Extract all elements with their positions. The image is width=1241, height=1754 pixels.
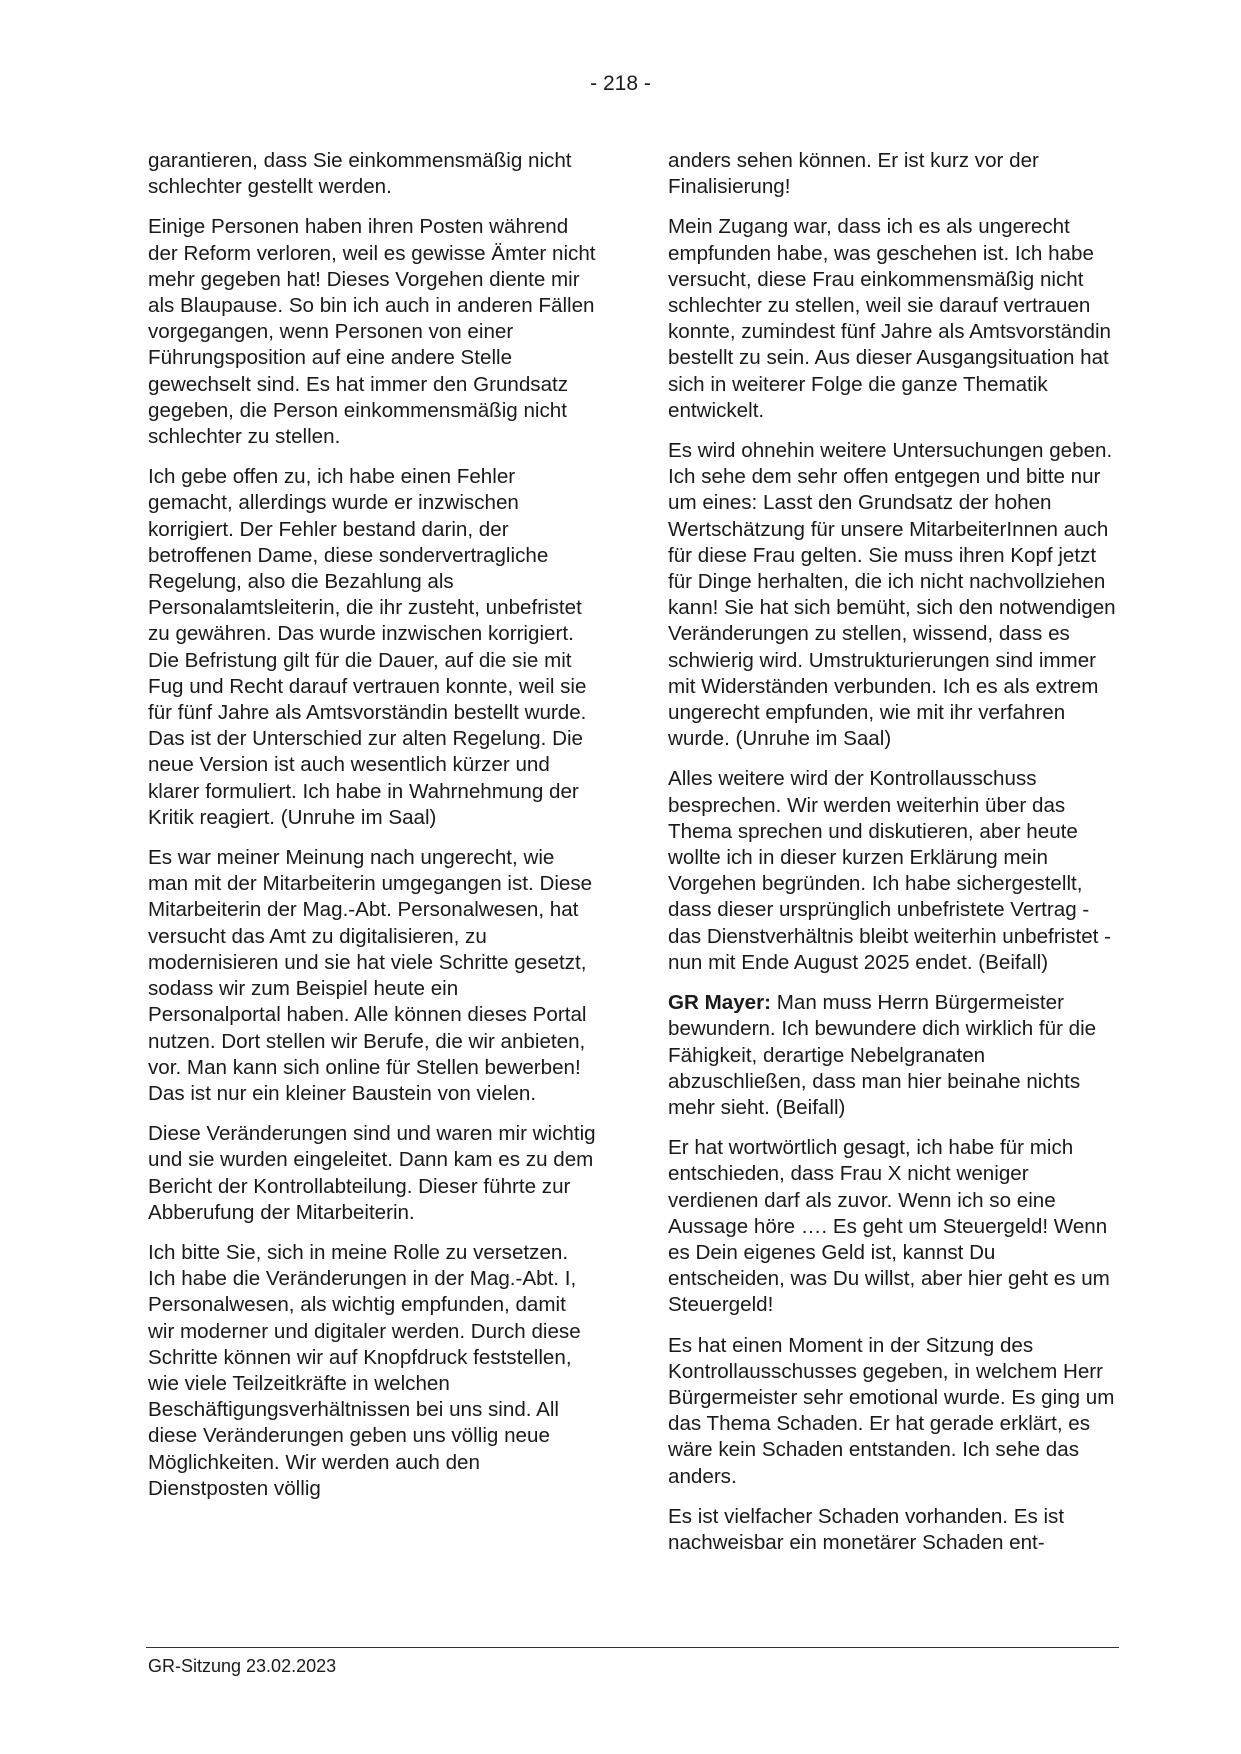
paragraph: anders sehen können. Er ist kurz vor der Finalisierung!	[668, 149, 1039, 199]
paragraph: Ich gebe offen zu, ich habe einen Fehler gemacht, allerdings wurde er inzwischen korrigiert. Der Fehler bestand darin, der betroffenen Dame, diese sondervertragliche Regelung, also die Bezahlung als Personalamtsleiterin, die ihr zusteht, unbefristet zu gewähren. Das wurde inzwischen korrigiert. Die Befristung gilt für die Dauer, auf die sie mit Fug und Recht darauf vertrauen konnte, weil sie für fünf Jahre als Amtsvorständin bestellt wurde. Das ist der Unterschied zur alten Regelung. Die neue Version ist auch wesentlich kürzer und klarer formuliert. Ich habe in Wahrnehmung der Kritik reagiert. (Unruhe im Saal)	[148, 465, 587, 829]
footer-divider	[146, 1647, 1119, 1648]
paragraph: Es war meiner Meinung nach ungerecht, wie man mit der Mitarbeiterin umgegangen ist. Diese Mitarbeiterin der Mag.-Abt. Personalwesen, hat versucht das Amt zu digitalisieren, zu modernisieren und sie hat viele Schritte gesetzt, sodass wir zum Beispiel heute ein Personalportal haben. Alle können dieses Portal nutzen. Dort stellen wir Berufe, die wir anbieten, vor. Man kann sich online für Stellen bewerben! Das ist nur ein kleiner Baustein von vielen.	[148, 846, 593, 1105]
footer-text: GR-Sitzung 23.02.2023	[148, 1656, 337, 1676]
paragraph: garantieren, dass Sie einkommensmäßig nicht schlechter gestellt werden.	[148, 149, 572, 199]
paragraph: Es hat einen Moment in der Sitzung des Kontrollausschusses gegeben, in welchem Herr Bürgermeister sehr emotional wurde. Es ging um das Thema Schaden. Er hat gerade erklärt, es wäre kein Schaden entstanden. Ich sehe das anders.	[668, 1333, 1115, 1488]
paragraph: Diese Veränderungen sind und waren mir wichtig und sie wurden eingeleitet. Dann kam es zu dem Bericht der Kontrollabteilung. Dieser führte zur Abberufung der Mitarbeiterin.	[148, 1122, 596, 1224]
paragraph: Er hat wortwörtlich gesagt, ich habe für mich entschieden, dass Frau X nicht weniger verdienen darf als zuvor. Wenn ich so eine Aussage höre …. Es geht um Steuergeld! Wenn es Dein eigenes Geld ist, kannst Du entscheiden, was Du willst, aber hier geht es um Steuergeld!	[668, 1136, 1110, 1317]
paragraph: Es ist vielfacher Schaden vorhanden. Es ist nachweisbar ein monetärer Schaden ent-	[668, 1504, 1065, 1554]
left-column	[148, 148, 596, 1516]
paragraph: Ich bitte Sie, sich in meine Rolle zu versetzen. Ich habe die Veränderungen in der Mag.-Abt. I, Personalwesen, als wichtig empfunden, damit wir moderner und digitaler werden. Durch diese Schritte können wir auf Knopfdruck feststellen, wie viele Teilzeitkräfte in welchen Beschäftigungsverhältnissen bei uns sind. All diese Veränderungen geben uns völlig neue Möglichkeiten. Wir werden auch den Dienstposten völlig	[148, 1240, 581, 1500]
paragraph: Alles weitere wird der Kontrollausschuss besprechen. Wir werden weiterhin über das Thema sprechen und diskutieren, aber heute wollte ich in dieser kurzen Erklärung mein Vorgehen begründen. Ich habe sichergestellt, dass dieser ursprünglich unbefristete Vertrag - das Dienstverhältnis bleibt weiterhin unbefristet - nun mit Ende August 2025 endet. (Beifall)	[668, 767, 1111, 974]
paragraph: Mein Zugang war, dass ich es als ungerecht empfunden habe, was geschehen ist. Ich habe versucht, diese Frau einkommensmäßig nicht schlechter zu stellen, weil sie darauf vertrauen konnte, zumindest fünf Jahre als Amtsvorständin bestellt zu sein. Aus dieser Ausgangsituation hat sich in weiterer Folge die ganze Thematik entwickelt.	[668, 215, 1111, 422]
speaker-label: GR Mayer:	[668, 991, 771, 1015]
speaker-paragraph	[668, 990, 1116, 1121]
paragraph: Es wird ohnehin weitere Untersuchungen geben. Ich sehe dem sehr offen entgegen und bitte nur um eines: Lasst den Grundsatz der hohen Wertschätzung für unsere MitarbeiterInnen auch für diese Frau gelten. Sie muss ihren Kopf jetzt für Dinge herhalten, die ich nicht nachvollziehen kann! Sie hat sich bemüht, sich den notwendigen Veränderungen zu stellen, wissend, dass es schwierig wird. Umstrukturierungen sind immer mit Widerständen verbunden. Ich es als extrem ungerecht empfunden, wie mit ihr verfahren wurde. (Unruhe im Saal)	[668, 439, 1116, 751]
right-column	[668, 148, 1116, 1570]
paragraph: Einige Personen haben ihren Posten während der Reform verloren, weil es gewisse Ämter nicht mehr gegeben hat! Dieses Vorgehen diente mir als Blaupause. So bin ich auch in anderen Fällen vorgegangen, wenn Personen von einer Führungsposition auf eine andere Stelle gewechselt sind. Es hat immer den Grundsatz gegeben, die Person einkommensmäßig nicht schlechter zu stellen.	[148, 215, 596, 449]
page-number: - 218 -	[590, 72, 651, 95]
speaker-text: Man muss Herrn Bürgermeister bewundern. Ich bewundere dich wirklich für die Fähigkeit, derartige Nebelgranaten abzuschließen, dass man hier beinahe nichts mehr sieht. (Beifall)	[668, 991, 1097, 1119]
